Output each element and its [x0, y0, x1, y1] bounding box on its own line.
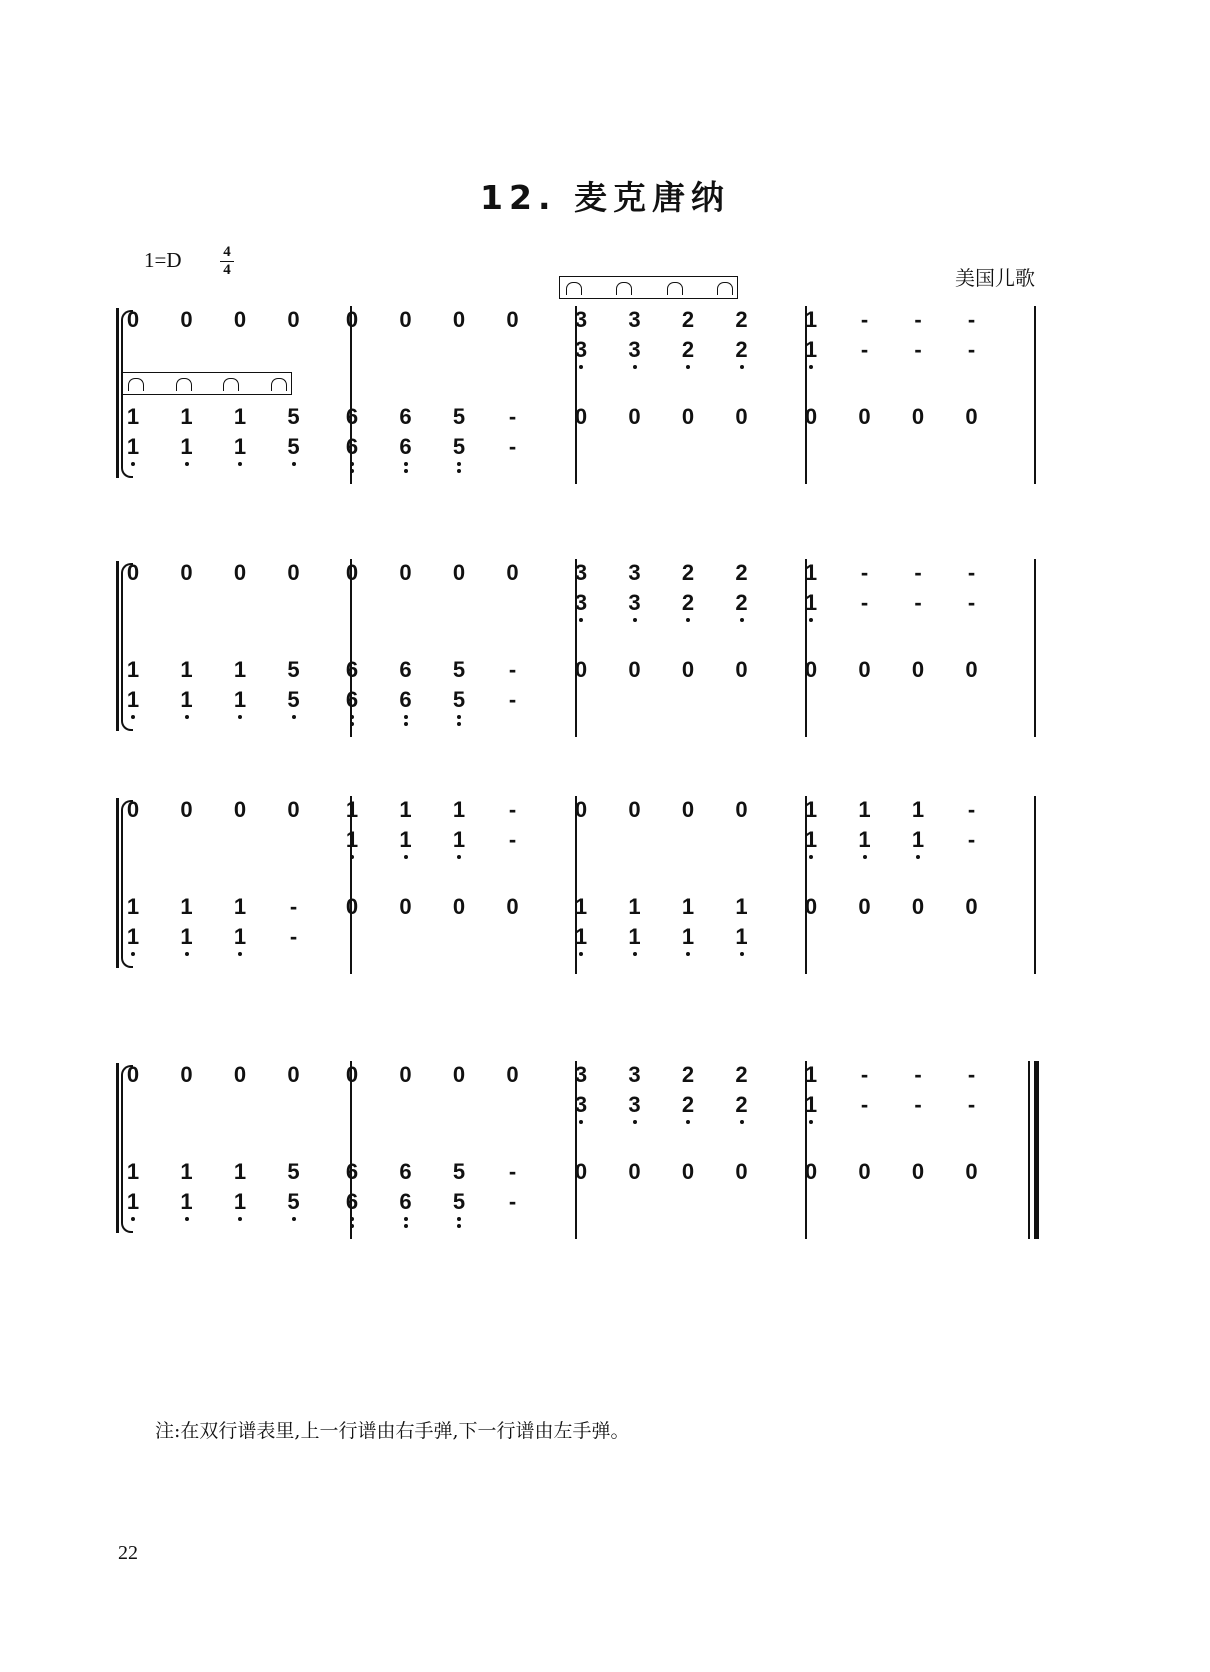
note-r1: 0 [233, 307, 247, 332]
octave-dot [292, 462, 296, 466]
final-barline-thick [1034, 1061, 1039, 1239]
note-l1: 6 [345, 404, 359, 429]
note-l1: 1 [180, 1159, 193, 1184]
octave-dot [238, 715, 242, 719]
note-r1: 0 [287, 797, 300, 822]
octave-dot [579, 365, 583, 369]
note-r1: 0 [345, 307, 359, 332]
note-l2: - [508, 434, 517, 459]
note-r1: 0 [287, 1062, 300, 1087]
note-r1: 1 [399, 797, 412, 822]
note-l1: - [508, 1159, 517, 1184]
note-r1: 0 [126, 1062, 140, 1087]
barline [1034, 796, 1036, 974]
note-l1: 1 [126, 657, 140, 682]
score-title: 12. 麦克唐纳 [480, 178, 730, 217]
octave-dot [633, 952, 637, 956]
octave-dot [185, 462, 189, 466]
octave-dot [238, 1217, 242, 1221]
system-brace [116, 1063, 119, 1233]
note-r2: 3 [628, 337, 641, 362]
note-r2: 3 [574, 590, 588, 615]
barline [575, 1061, 577, 1239]
note-r1: 0 [233, 1062, 247, 1087]
barline [805, 796, 807, 974]
time-numerator: 4 [223, 244, 231, 260]
note-l1: 0 [628, 1159, 641, 1184]
note-r2: - [967, 337, 976, 362]
octave-dot [633, 618, 637, 622]
note-l2: 1 [681, 924, 695, 949]
note-r1: - [914, 560, 922, 585]
note-l1: 1 [180, 657, 193, 682]
barline [575, 306, 577, 484]
note-r1: 1 [452, 797, 466, 822]
finger-mark-icon [223, 378, 239, 391]
note-l1: - [508, 404, 517, 429]
note-l2: 6 [345, 1189, 359, 1214]
note-r1: 1 [804, 560, 818, 585]
barline [805, 1061, 807, 1239]
note-l1: 0 [965, 1159, 978, 1184]
note-r1: 3 [628, 307, 641, 332]
key-signature: 1=D [144, 248, 182, 272]
note-r2: - [967, 1092, 976, 1117]
note-l1: 1 [681, 894, 695, 919]
finger-mark-icon [128, 378, 144, 391]
note-r1: 0 [452, 560, 466, 585]
finger-mark-icon [616, 282, 632, 295]
octave-dot [809, 1120, 813, 1124]
note-r1: 1 [911, 797, 925, 822]
note-l1: 1 [126, 1159, 140, 1184]
note-r1: 3 [574, 560, 588, 585]
time-signature [220, 244, 234, 279]
note-r2: 3 [574, 1092, 588, 1117]
note-l1: 5 [287, 1159, 300, 1184]
note-r1: 1 [345, 797, 359, 822]
note-l2: 5 [452, 687, 466, 712]
note-l1: 0 [965, 404, 978, 429]
note-r2: 2 [735, 590, 748, 615]
note-l2: 6 [399, 1189, 412, 1214]
note-l1: 0 [858, 657, 871, 682]
note-l1: 0 [965, 657, 978, 682]
octave-dot [350, 722, 354, 726]
octave-dot [633, 1120, 637, 1124]
note-r1: 3 [574, 307, 588, 332]
octave-dot [633, 365, 637, 369]
note-l1: 1 [233, 404, 247, 429]
note-l1: 0 [574, 657, 588, 682]
page-number: 22 [118, 1542, 138, 1564]
note-r1: 0 [452, 1062, 466, 1087]
octave-dot [579, 952, 583, 956]
note-r1: - [967, 1062, 976, 1087]
note-r1: - [860, 1062, 869, 1087]
note-r2: - [860, 337, 869, 362]
octave-dot [579, 618, 583, 622]
note-r1: - [914, 1062, 922, 1087]
octave-dot [292, 1217, 296, 1221]
note-l2: - [508, 1189, 517, 1214]
note-l1: 5 [287, 657, 300, 682]
octave-dot [809, 365, 813, 369]
note-r2: 1 [858, 827, 871, 852]
system-brace [116, 308, 119, 478]
note-l1: 0 [804, 1159, 818, 1184]
octave-dot [740, 365, 744, 369]
note-l1: 0 [628, 657, 641, 682]
note-r2: 1 [911, 827, 925, 852]
note-r2: 1 [452, 827, 466, 852]
note-l2: 1 [233, 687, 247, 712]
note-l2: 6 [345, 687, 359, 712]
note-r2: - [967, 827, 976, 852]
octave-dot [809, 618, 813, 622]
note-l1: 1 [126, 404, 140, 429]
note-l1: 0 [804, 404, 818, 429]
note-l1: - [508, 657, 517, 682]
note-r1: 1 [804, 307, 818, 332]
octave-dot [457, 462, 461, 466]
note-r2: - [914, 590, 922, 615]
note-l2: 1 [233, 1189, 247, 1214]
octave-dot [809, 855, 813, 859]
octave-dot [350, 1224, 354, 1228]
finger-mark-icon [271, 378, 287, 391]
note-l1: 1 [233, 657, 247, 682]
note-r2: 1 [804, 337, 818, 362]
note-l1: 1 [126, 894, 140, 919]
note-l1: 1 [233, 1159, 247, 1184]
barline [350, 796, 352, 974]
note-l1: 1 [574, 894, 588, 919]
note-r2: - [860, 590, 869, 615]
note-r2: - [860, 1092, 869, 1117]
note-r1: 0 [506, 1062, 519, 1087]
note-r1: 2 [735, 307, 748, 332]
octave-dot [863, 855, 867, 859]
note-l2: - [508, 687, 517, 712]
note-r1: 3 [628, 1062, 641, 1087]
octave-dot [686, 365, 690, 369]
note-r2: 1 [345, 827, 359, 852]
octave-dot [457, 715, 461, 719]
note-r2: - [508, 827, 517, 852]
note-r1: 0 [506, 307, 519, 332]
note-l1: 5 [452, 657, 466, 682]
note-l2: 1 [735, 924, 748, 949]
note-l1: - [289, 894, 298, 919]
barline [1034, 559, 1036, 737]
note-l1: 0 [911, 657, 925, 682]
note-l2: 1 [233, 434, 247, 459]
octave-dot [131, 715, 135, 719]
note-l2: - [289, 924, 298, 949]
barline [1034, 306, 1036, 484]
note-l2: 1 [574, 924, 588, 949]
note-r2: - [914, 337, 922, 362]
note-r1: 3 [574, 1062, 588, 1087]
note-l1: 0 [345, 894, 359, 919]
note-l2: 1 [233, 924, 247, 949]
octave-dot [686, 952, 690, 956]
note-l1: 5 [452, 1159, 466, 1184]
note-l2: 1 [180, 434, 193, 459]
octave-dot [686, 618, 690, 622]
octave-dot [457, 855, 461, 859]
note-l2: 5 [287, 687, 300, 712]
note-r2: 3 [574, 337, 588, 362]
octave-dot [185, 715, 189, 719]
note-r1: 0 [399, 307, 412, 332]
note-l2: 1 [126, 434, 140, 459]
octave-dot [131, 1217, 135, 1221]
octave-dot [131, 952, 135, 956]
note-r1: 0 [345, 560, 359, 585]
note-l1: 0 [681, 1159, 695, 1184]
note-l2: 5 [452, 434, 466, 459]
note-l2: 1 [180, 687, 193, 712]
note-r2: 2 [735, 337, 748, 362]
note-r1: 0 [287, 307, 300, 332]
octave-dot [404, 1217, 408, 1221]
note-r1: 2 [735, 1062, 748, 1087]
finger-mark-icon [717, 282, 733, 295]
note-r1: 0 [399, 1062, 412, 1087]
octave-dot [350, 469, 354, 473]
note-r1: 0 [233, 797, 247, 822]
note-l1: 1 [233, 894, 247, 919]
note-r1: 0 [345, 1062, 359, 1087]
note-l2: 1 [180, 1189, 193, 1214]
octave-dot [404, 855, 408, 859]
note-r2: 2 [735, 1092, 748, 1117]
note-l1: 0 [965, 894, 978, 919]
note-r1: - [967, 560, 976, 585]
note-l1: 0 [735, 1159, 748, 1184]
note-l2: 1 [180, 924, 193, 949]
note-l1: 5 [287, 404, 300, 429]
note-l1: 6 [345, 1159, 359, 1184]
note-l1: 0 [735, 404, 748, 429]
finger-mark-icon [667, 282, 683, 295]
octave-dot [457, 469, 461, 473]
note-l2: 6 [399, 434, 412, 459]
finger-mark-icon [566, 282, 582, 295]
note-r2: 3 [628, 590, 641, 615]
octave-dot [916, 855, 920, 859]
octave-dot [740, 618, 744, 622]
final-barline-thin [1028, 1061, 1030, 1239]
note-l1: 1 [735, 894, 748, 919]
note-r1: 0 [574, 797, 588, 822]
octave-dot [350, 715, 354, 719]
note-r1: 0 [399, 560, 412, 585]
note-r1: 0 [735, 797, 748, 822]
octave-dot [457, 1224, 461, 1228]
note-r1: 0 [126, 797, 140, 822]
octave-dot [238, 952, 242, 956]
note-l1: 0 [911, 894, 925, 919]
note-r1: 0 [452, 307, 466, 332]
note-l1: 1 [180, 894, 193, 919]
note-r1: - [967, 797, 976, 822]
note-r2: - [967, 590, 976, 615]
note-l1: 6 [345, 657, 359, 682]
note-r1: 0 [628, 797, 641, 822]
note-l1: 0 [681, 404, 695, 429]
note-r1: 2 [681, 1062, 695, 1087]
note-r1: 0 [180, 560, 193, 585]
note-l1: 0 [628, 404, 641, 429]
note-l1: 6 [399, 657, 412, 682]
note-r2: 1 [399, 827, 412, 852]
footnote: 注:在双行谱表里,上一行谱由右手弹,下一行谱由左手弹。 [155, 1420, 630, 1442]
note-l1: 0 [911, 1159, 925, 1184]
note-r1: 1 [858, 797, 871, 822]
note-l1: 6 [399, 404, 412, 429]
finger-mark-icon [176, 378, 192, 391]
note-r1: 1 [804, 1062, 818, 1087]
note-l1: 0 [804, 894, 818, 919]
note-l1: 0 [858, 894, 871, 919]
note-r1: 0 [126, 560, 140, 585]
octave-dot [404, 462, 408, 466]
octave-dot [740, 1120, 744, 1124]
note-l2: 1 [126, 924, 140, 949]
note-r1: 2 [681, 307, 695, 332]
song-origin: 美国儿歌 [955, 266, 1035, 290]
octave-dot [292, 715, 296, 719]
octave-dot [404, 715, 408, 719]
note-r2: 2 [681, 590, 695, 615]
octave-dot [185, 1217, 189, 1221]
note-l1: 1 [628, 894, 641, 919]
octave-dot [404, 1224, 408, 1228]
note-l2: 1 [628, 924, 641, 949]
barline [575, 559, 577, 737]
note-r1: 1 [804, 797, 818, 822]
octave-dot [686, 1120, 690, 1124]
octave-dot [350, 855, 354, 859]
note-r1: - [914, 307, 922, 332]
note-l2: 5 [452, 1189, 466, 1214]
note-r1: 0 [180, 797, 193, 822]
note-r2: 3 [628, 1092, 641, 1117]
octave-dot [579, 1120, 583, 1124]
note-l1: 0 [399, 894, 412, 919]
barline [805, 306, 807, 484]
note-l2: 1 [126, 687, 140, 712]
note-l2: 5 [287, 434, 300, 459]
note-r1: 3 [628, 560, 641, 585]
note-l1: 0 [804, 657, 818, 682]
note-l1: 0 [681, 657, 695, 682]
note-r1: 0 [126, 307, 140, 332]
note-r2: 2 [681, 1092, 695, 1117]
octave-dot [350, 462, 354, 466]
note-r2: 1 [804, 827, 818, 852]
note-r1: 0 [287, 560, 300, 585]
time-denominator: 4 [223, 262, 231, 278]
octave-dot [404, 469, 408, 473]
octave-dot [350, 1217, 354, 1221]
note-r1: - [860, 560, 869, 585]
note-r1: - [860, 307, 869, 332]
note-l1: 0 [452, 894, 466, 919]
note-r2: - [914, 1092, 922, 1117]
note-l1: 0 [506, 894, 519, 919]
note-r2: 1 [804, 590, 818, 615]
fingering-box [121, 372, 292, 395]
note-r1: 0 [506, 560, 519, 585]
note-l1: 1 [180, 404, 193, 429]
note-l1: 0 [911, 404, 925, 429]
note-l1: 0 [858, 1159, 871, 1184]
note-l1: 0 [574, 404, 588, 429]
note-r1: 0 [681, 797, 695, 822]
note-l2: 5 [287, 1189, 300, 1214]
note-l2: 6 [399, 687, 412, 712]
note-r1: - [508, 797, 517, 822]
note-l2: 6 [345, 434, 359, 459]
note-r1: 2 [735, 560, 748, 585]
note-r2: 1 [804, 1092, 818, 1117]
note-l1: 5 [452, 404, 466, 429]
note-l2: 1 [126, 1189, 140, 1214]
note-r1: 0 [180, 307, 193, 332]
note-r1: - [967, 307, 976, 332]
barline [805, 559, 807, 737]
octave-dot [131, 462, 135, 466]
note-l1: 0 [735, 657, 748, 682]
note-l1: 0 [858, 404, 871, 429]
note-r2: 2 [681, 337, 695, 362]
octave-dot [457, 1217, 461, 1221]
note-l1: 6 [399, 1159, 412, 1184]
note-r1: 2 [681, 560, 695, 585]
note-r1: 0 [180, 1062, 193, 1087]
note-l1: 0 [574, 1159, 588, 1184]
octave-dot [185, 952, 189, 956]
fingering-box [559, 276, 738, 299]
octave-dot [457, 722, 461, 726]
octave-dot [238, 462, 242, 466]
note-r1: 0 [233, 560, 247, 585]
system-brace [116, 561, 119, 731]
octave-dot [740, 952, 744, 956]
octave-dot [404, 722, 408, 726]
system-brace [116, 798, 119, 968]
